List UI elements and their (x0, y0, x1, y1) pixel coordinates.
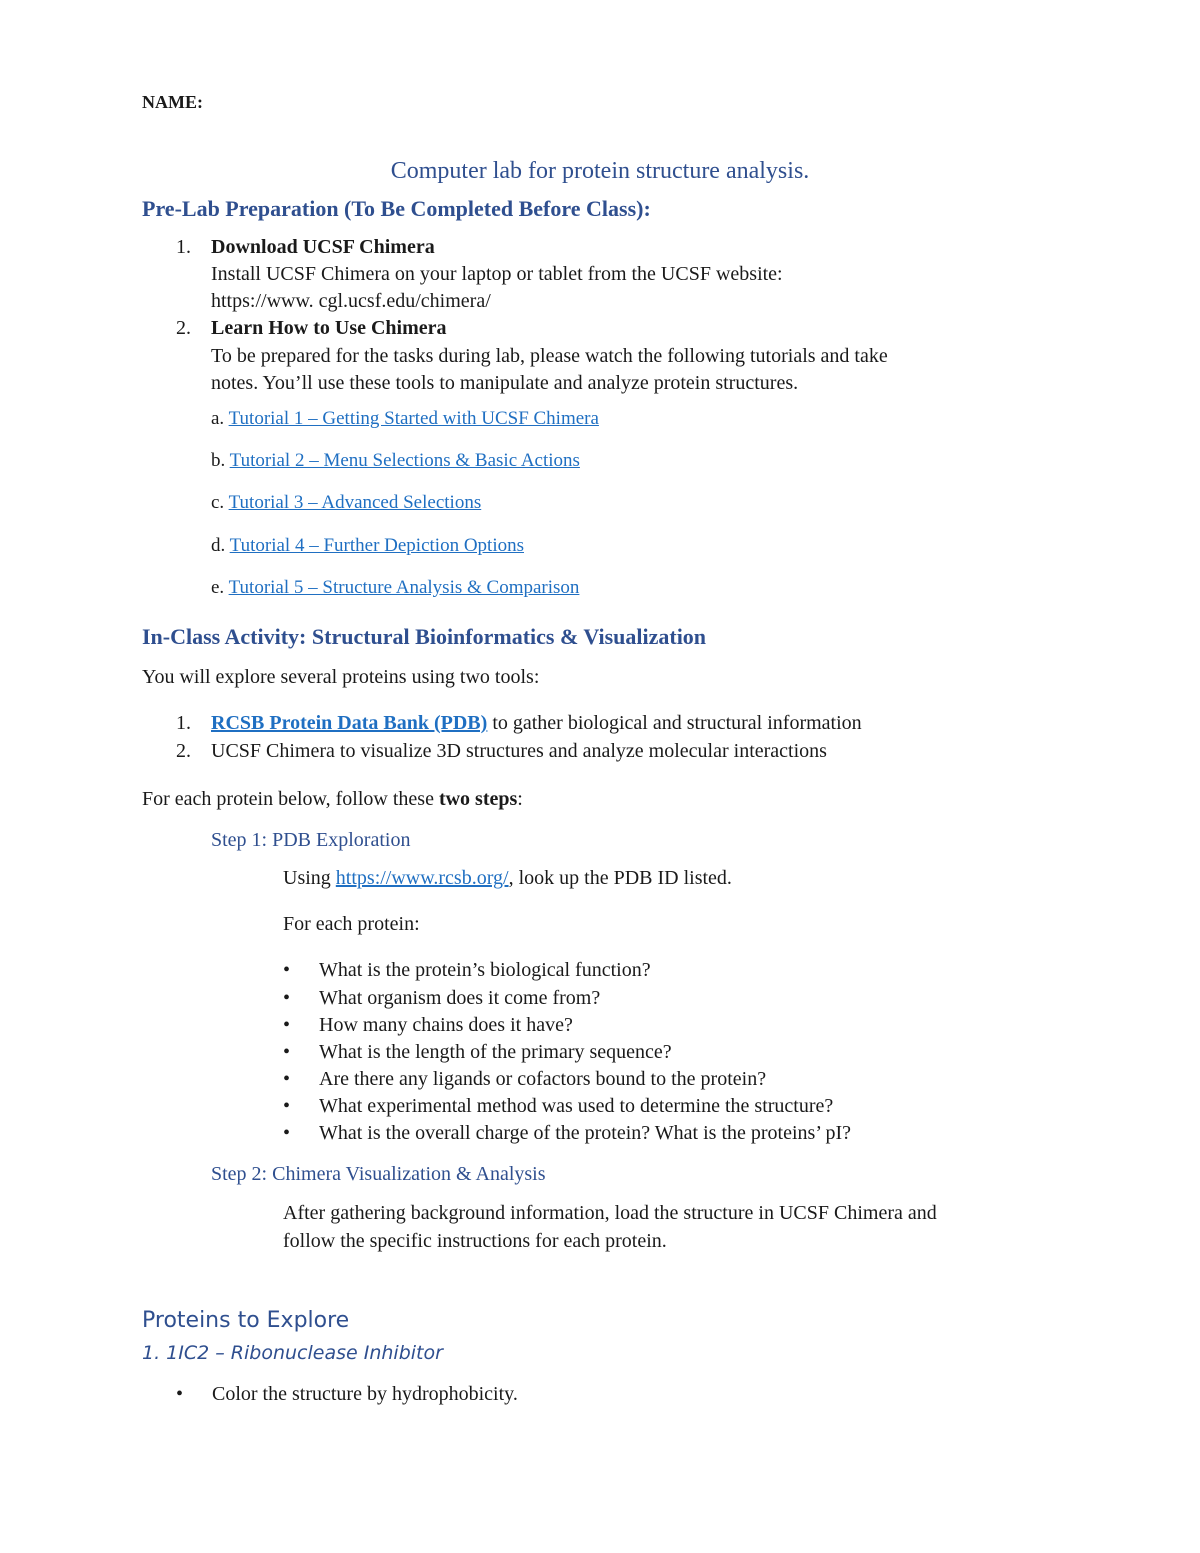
rcsb-url-link[interactable]: https://www.rcsb.org/ (335, 867, 509, 889)
step2-heading: Step 2: Chimera Visualization & Analysis (211, 1163, 546, 1185)
protein-1-heading: 1. 1IC2 – Ribonuclease Inhibitor (142, 1342, 443, 1364)
bullet-icon: • (283, 1122, 291, 1144)
tutorial-1-link[interactable]: Tutorial 1 – Getting Started with UCSF Chimera (228, 408, 599, 429)
tool-item-1 (176, 710, 200, 737)
protein-1-instruction: Color the structure by hydrophobicity. (212, 1383, 518, 1405)
tool-item-1-text (211, 710, 862, 737)
tutorial-item-2 (211, 450, 580, 472)
tutorial-letter: d. (211, 535, 226, 556)
tutorial-item-3 (211, 492, 481, 514)
tutorial-letter: e. (211, 577, 225, 598)
inclass-intro: You will explore several proteins using two tools: (142, 666, 540, 688)
question-item (283, 1066, 766, 1093)
steps-intro-b: : (517, 788, 523, 810)
prelab-item-1-line1: Install UCSF Chimera on your laptop or tablet from the UCSF website: (211, 263, 783, 285)
bullet-icon: • (283, 1041, 291, 1063)
question-text: Are there any ligands or cofactors bound to the protein? (319, 1068, 767, 1090)
question-text: How many chains does it have? (319, 1014, 573, 1036)
tutorial-item-5 (211, 577, 579, 599)
step1-using-b: , look up the PDB ID listed. (508, 867, 732, 889)
protein-1-bullet (176, 1381, 518, 1408)
tutorial-item-4 (211, 535, 524, 557)
steps-intro-bold: two steps (438, 788, 518, 810)
step1-heading: Step 1: PDB Exploration (211, 829, 411, 851)
question-text: What is the overall charge of the protein? What is the proteins’ pI? (319, 1122, 852, 1144)
prelab-heading: Pre-Lab Preparation (To Be Completed Before Class): (142, 196, 651, 221)
question-text: What experimental method was used to determine the structure? (319, 1095, 834, 1117)
step2-line2: follow the specific instructions for each protein. (283, 1230, 667, 1252)
step2-line1: After gathering background information, load the structure in UCSF Chimera and (283, 1202, 937, 1224)
question-item (283, 1039, 672, 1066)
question-item (283, 985, 600, 1012)
prelab-item-2-line1: To be prepared for the tasks during lab, please watch the following tutorials and take (211, 345, 888, 367)
tutorial-4-link[interactable]: Tutorial 4 – Further Depiction Options (229, 535, 524, 556)
tool-item-2 (176, 738, 200, 765)
list-number: 1. (176, 236, 191, 258)
question-item (283, 1120, 851, 1147)
bullet-icon: • (283, 959, 291, 981)
chimera-url: https://www. cgl.ucsf.edu/chimera/ (211, 290, 491, 312)
question-item (283, 957, 651, 984)
bullet-icon: • (283, 1095, 291, 1117)
prelab-item-1 (176, 234, 200, 261)
proteins-heading: Proteins to Explore (142, 1308, 350, 1333)
bullet-icon: • (176, 1383, 184, 1405)
question-item (283, 1012, 573, 1039)
question-text: What is the length of the primary sequence? (319, 1041, 672, 1063)
step1-using (283, 865, 732, 892)
question-item (283, 1093, 833, 1120)
rcsb-pdb-link[interactable]: RCSB Protein Data Bank (PDB) (211, 712, 488, 734)
list-number: 2. (176, 740, 191, 762)
prelab-item-2-title: Learn How to Use Chimera (211, 317, 447, 339)
list-number: 2. (176, 317, 191, 339)
tool-item-2-text: UCSF Chimera to visualize 3D structures and analyze molecular interactions (211, 740, 827, 762)
question-text: What is the protein’s biological function? (319, 959, 651, 981)
step1-using-a: Using (283, 867, 336, 889)
bullet-icon: • (283, 987, 291, 1009)
tutorial-letter: b. (211, 450, 226, 471)
name-label: NAME: (142, 92, 203, 112)
steps-intro-a: For each protein below, follow these (142, 788, 439, 810)
tutorial-letter: c. (211, 492, 225, 513)
page-title: Computer lab for protein structure analysis. (390, 158, 810, 184)
list-number: 1. (176, 712, 191, 734)
step1-for-each: For each protein: (283, 913, 420, 935)
question-text: What organism does it come from? (319, 987, 601, 1009)
steps-intro (142, 786, 523, 813)
tutorial-5-link[interactable]: Tutorial 5 – Structure Analysis & Comparison (228, 577, 580, 598)
prelab-item-2 (176, 315, 200, 342)
prelab-item-2-line2: notes. You’ll use these tools to manipulate and analyze protein structures. (211, 372, 799, 394)
tool-item-1-desc: to gather biological and structural information (487, 712, 862, 734)
tutorial-2-link[interactable]: Tutorial 2 – Menu Selections & Basic Actions (229, 450, 580, 471)
bullet-icon: • (283, 1014, 291, 1036)
tutorial-item-1 (211, 408, 599, 430)
inclass-heading: In-Class Activity: Structural Bioinformatics & Visualization (142, 624, 707, 649)
bullet-icon: • (283, 1068, 291, 1090)
tutorial-3-link[interactable]: Tutorial 3 – Advanced Selections (228, 492, 482, 513)
tutorial-letter: a. (211, 408, 225, 429)
prelab-item-1-title: Download UCSF Chimera (211, 236, 435, 258)
